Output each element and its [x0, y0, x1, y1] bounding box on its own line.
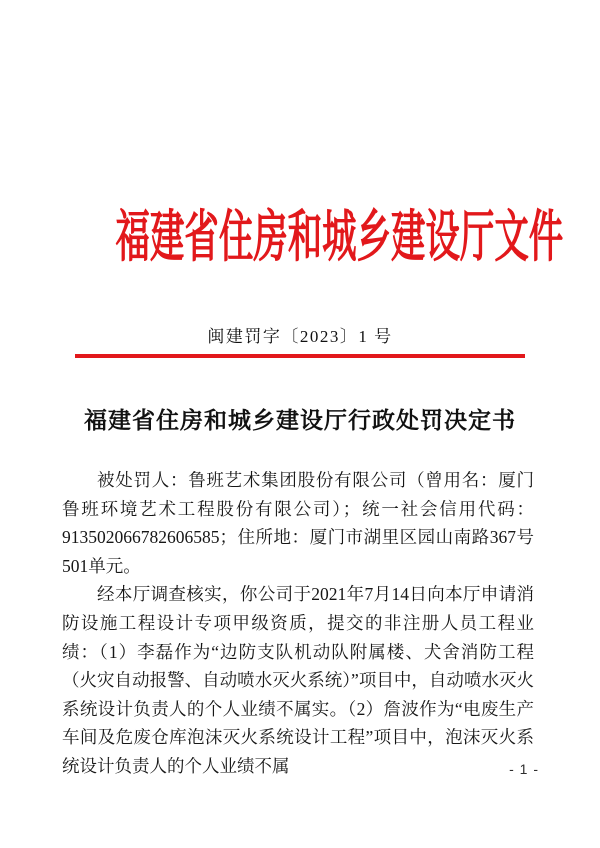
- paragraph-respondent-info: 被处罚人：鲁班艺术集团股份有限公司（曾用名：厦门鲁班环境艺术工程股份有限公司）；统一社会信用代码：913502066782606585；住所地：厦门市湖里区园山南路367号501单元。: [62, 470, 534, 576]
- page-number: - 1 -: [509, 761, 539, 777]
- document-body: [62, 466, 534, 781]
- red-separator-line: [75, 354, 525, 358]
- document-reference-number: 闽建罚字〔2023〕1 号: [207, 327, 393, 346]
- red-letterhead-title: 福建省住房和城乡建设厅文件: [115, 207, 564, 269]
- paragraph-investigation-findings: 经本厅调查核实，你公司于2021年7月14日向本厅申请消防设施工程设计专项甲级资质，提交的非注册人员工程业绩：（1）李磊作为“边防支队机动队附属楼、犬舍消防工程（火灾自动报警、自动喷水灭火系统）”项目中，自动喷水灭火系统设计负责人的个人业绩不属实。（2）詹波作为“电废生产车间及危废仓库泡沫灭火系统设计工程”项目中，泡沫灭火系统设计负责人的个人业绩不属: [62, 584, 534, 776]
- document-title: 福建省住房和城乡建设厅行政处罚决定书: [84, 407, 516, 433]
